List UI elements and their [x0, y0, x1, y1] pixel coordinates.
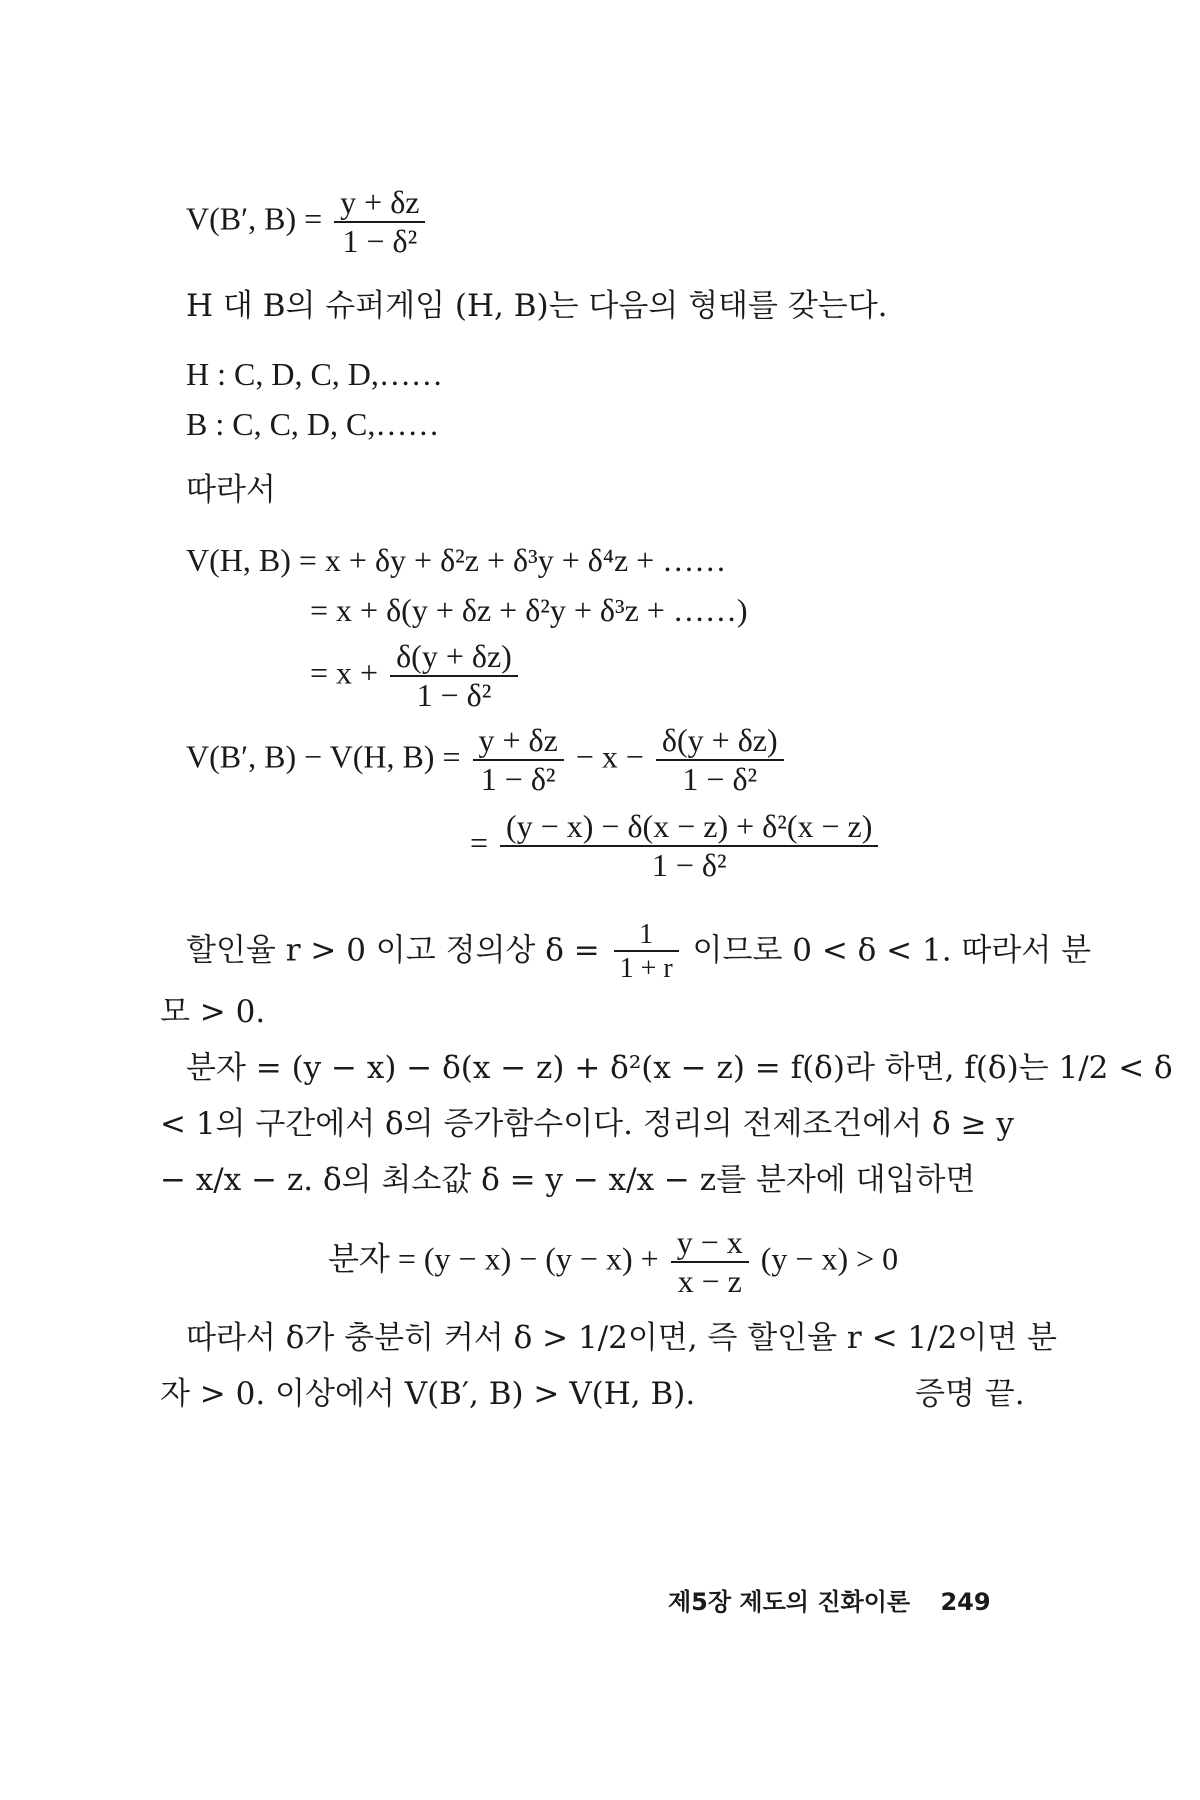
- fraction-numerator: y + δz: [334, 186, 425, 223]
- text-segment: 할인율 r > 0 이고 정의상 δ =: [186, 932, 600, 969]
- equation-vhb-line3: [310, 640, 522, 712]
- equation-difference-line2: [470, 810, 882, 882]
- chapter-title: 제5장 제도의 진화이론: [668, 1588, 911, 1616]
- equation-fraction-1: [473, 724, 564, 796]
- running-footer: [668, 1582, 991, 1617]
- fraction-numerator: (y − x) − δ(x − z) + δ²(x − z): [500, 810, 878, 847]
- fraction-denominator: 1 − δ²: [682, 760, 758, 797]
- equation-fraction-2: [656, 724, 784, 796]
- paragraph-supergame: H 대 B의 슈퍼게임 (H, B)는 다음의 형태를 갖는다.: [186, 288, 888, 324]
- equation-fraction: [390, 640, 518, 712]
- fraction-denominator: 1 − δ²: [651, 846, 727, 883]
- fraction-numerator: y − x: [671, 1226, 749, 1263]
- paragraph-numerator-line3: − x/x − z. δ의 최소값 δ = y − x/x − z를 분자에 대입하면: [160, 1162, 976, 1198]
- equation-numerator: [328, 1226, 898, 1298]
- paragraph-therefore: 따라서: [186, 472, 276, 508]
- equation-lhs: V(B′, B) =: [186, 200, 323, 237]
- paragraph-numerator-line2: < 1의 구간에서 δ의 증가함수이다. 정리의 전제조건에서 δ ≥ y: [160, 1106, 1014, 1142]
- equation-fraction: [500, 810, 878, 882]
- equation-fraction: [671, 1226, 749, 1298]
- page-number: 249: [940, 1588, 991, 1616]
- fraction-numerator: y + δz: [473, 724, 564, 761]
- equation-lhs: V(B′, B) − V(H, B) =: [186, 738, 461, 775]
- equation-middle: − x −: [575, 738, 644, 775]
- discount-fraction: [614, 920, 679, 984]
- paragraph-conclusion-line1: 따라서 δ가 충분히 커서 δ > 1/2이면, 즉 할인율 r < 1/2이면 분: [186, 1320, 1058, 1356]
- fraction-denominator: 1 − δ²: [416, 676, 492, 713]
- equation-vhb-line1: V(H, B) = x + δy + δ²z + δ³y + δ⁴z + ……: [186, 542, 727, 578]
- equation-vhb-line2: = x + δ(y + δz + δ²y + δ³z + ……): [310, 592, 748, 628]
- fraction-denominator: x − z: [677, 1262, 742, 1299]
- paragraph-discount-line2: 모 > 0.: [160, 994, 266, 1030]
- fraction-numerator: 1: [614, 920, 679, 952]
- equation-v-b-prime-b: [186, 186, 429, 258]
- fraction-denominator: 1 − δ²: [480, 760, 556, 797]
- qed-marker: 증명 끝.: [915, 1376, 1025, 1412]
- paragraph-numerator-line1: 분자 = (y − x) − δ(x − z) + δ²(x − z) = f(δ)라 하면, f(δ)는 1/2 < δ: [186, 1050, 1173, 1086]
- fraction-denominator: 1 − δ²: [342, 222, 418, 259]
- sequence-b: B : C, C, D, C,……: [186, 406, 440, 442]
- paragraph-discount-line1: [186, 920, 1091, 984]
- equation-difference-line1: [186, 724, 788, 796]
- fraction-denominator: 1 + r: [619, 953, 673, 985]
- equation-prefix: 분자 = (y − x) − (y − x) +: [328, 1240, 659, 1277]
- equation-suffix: (y − x) > 0: [760, 1240, 899, 1277]
- equation-fraction: [334, 186, 425, 258]
- equation-prefix: = x +: [310, 654, 379, 691]
- text-segment: 이므로 0 < δ < 1. 따라서 분: [692, 932, 1092, 969]
- fraction-numerator: δ(y + δz): [656, 724, 784, 761]
- sequence-h: H : C, D, C, D,……: [186, 356, 443, 392]
- paragraph-conclusion-line2: 자 > 0. 이상에서 V(B′, B) > V(H, B).: [160, 1376, 696, 1412]
- fraction-numerator: δ(y + δz): [390, 640, 518, 677]
- equation-prefix: =: [470, 824, 489, 861]
